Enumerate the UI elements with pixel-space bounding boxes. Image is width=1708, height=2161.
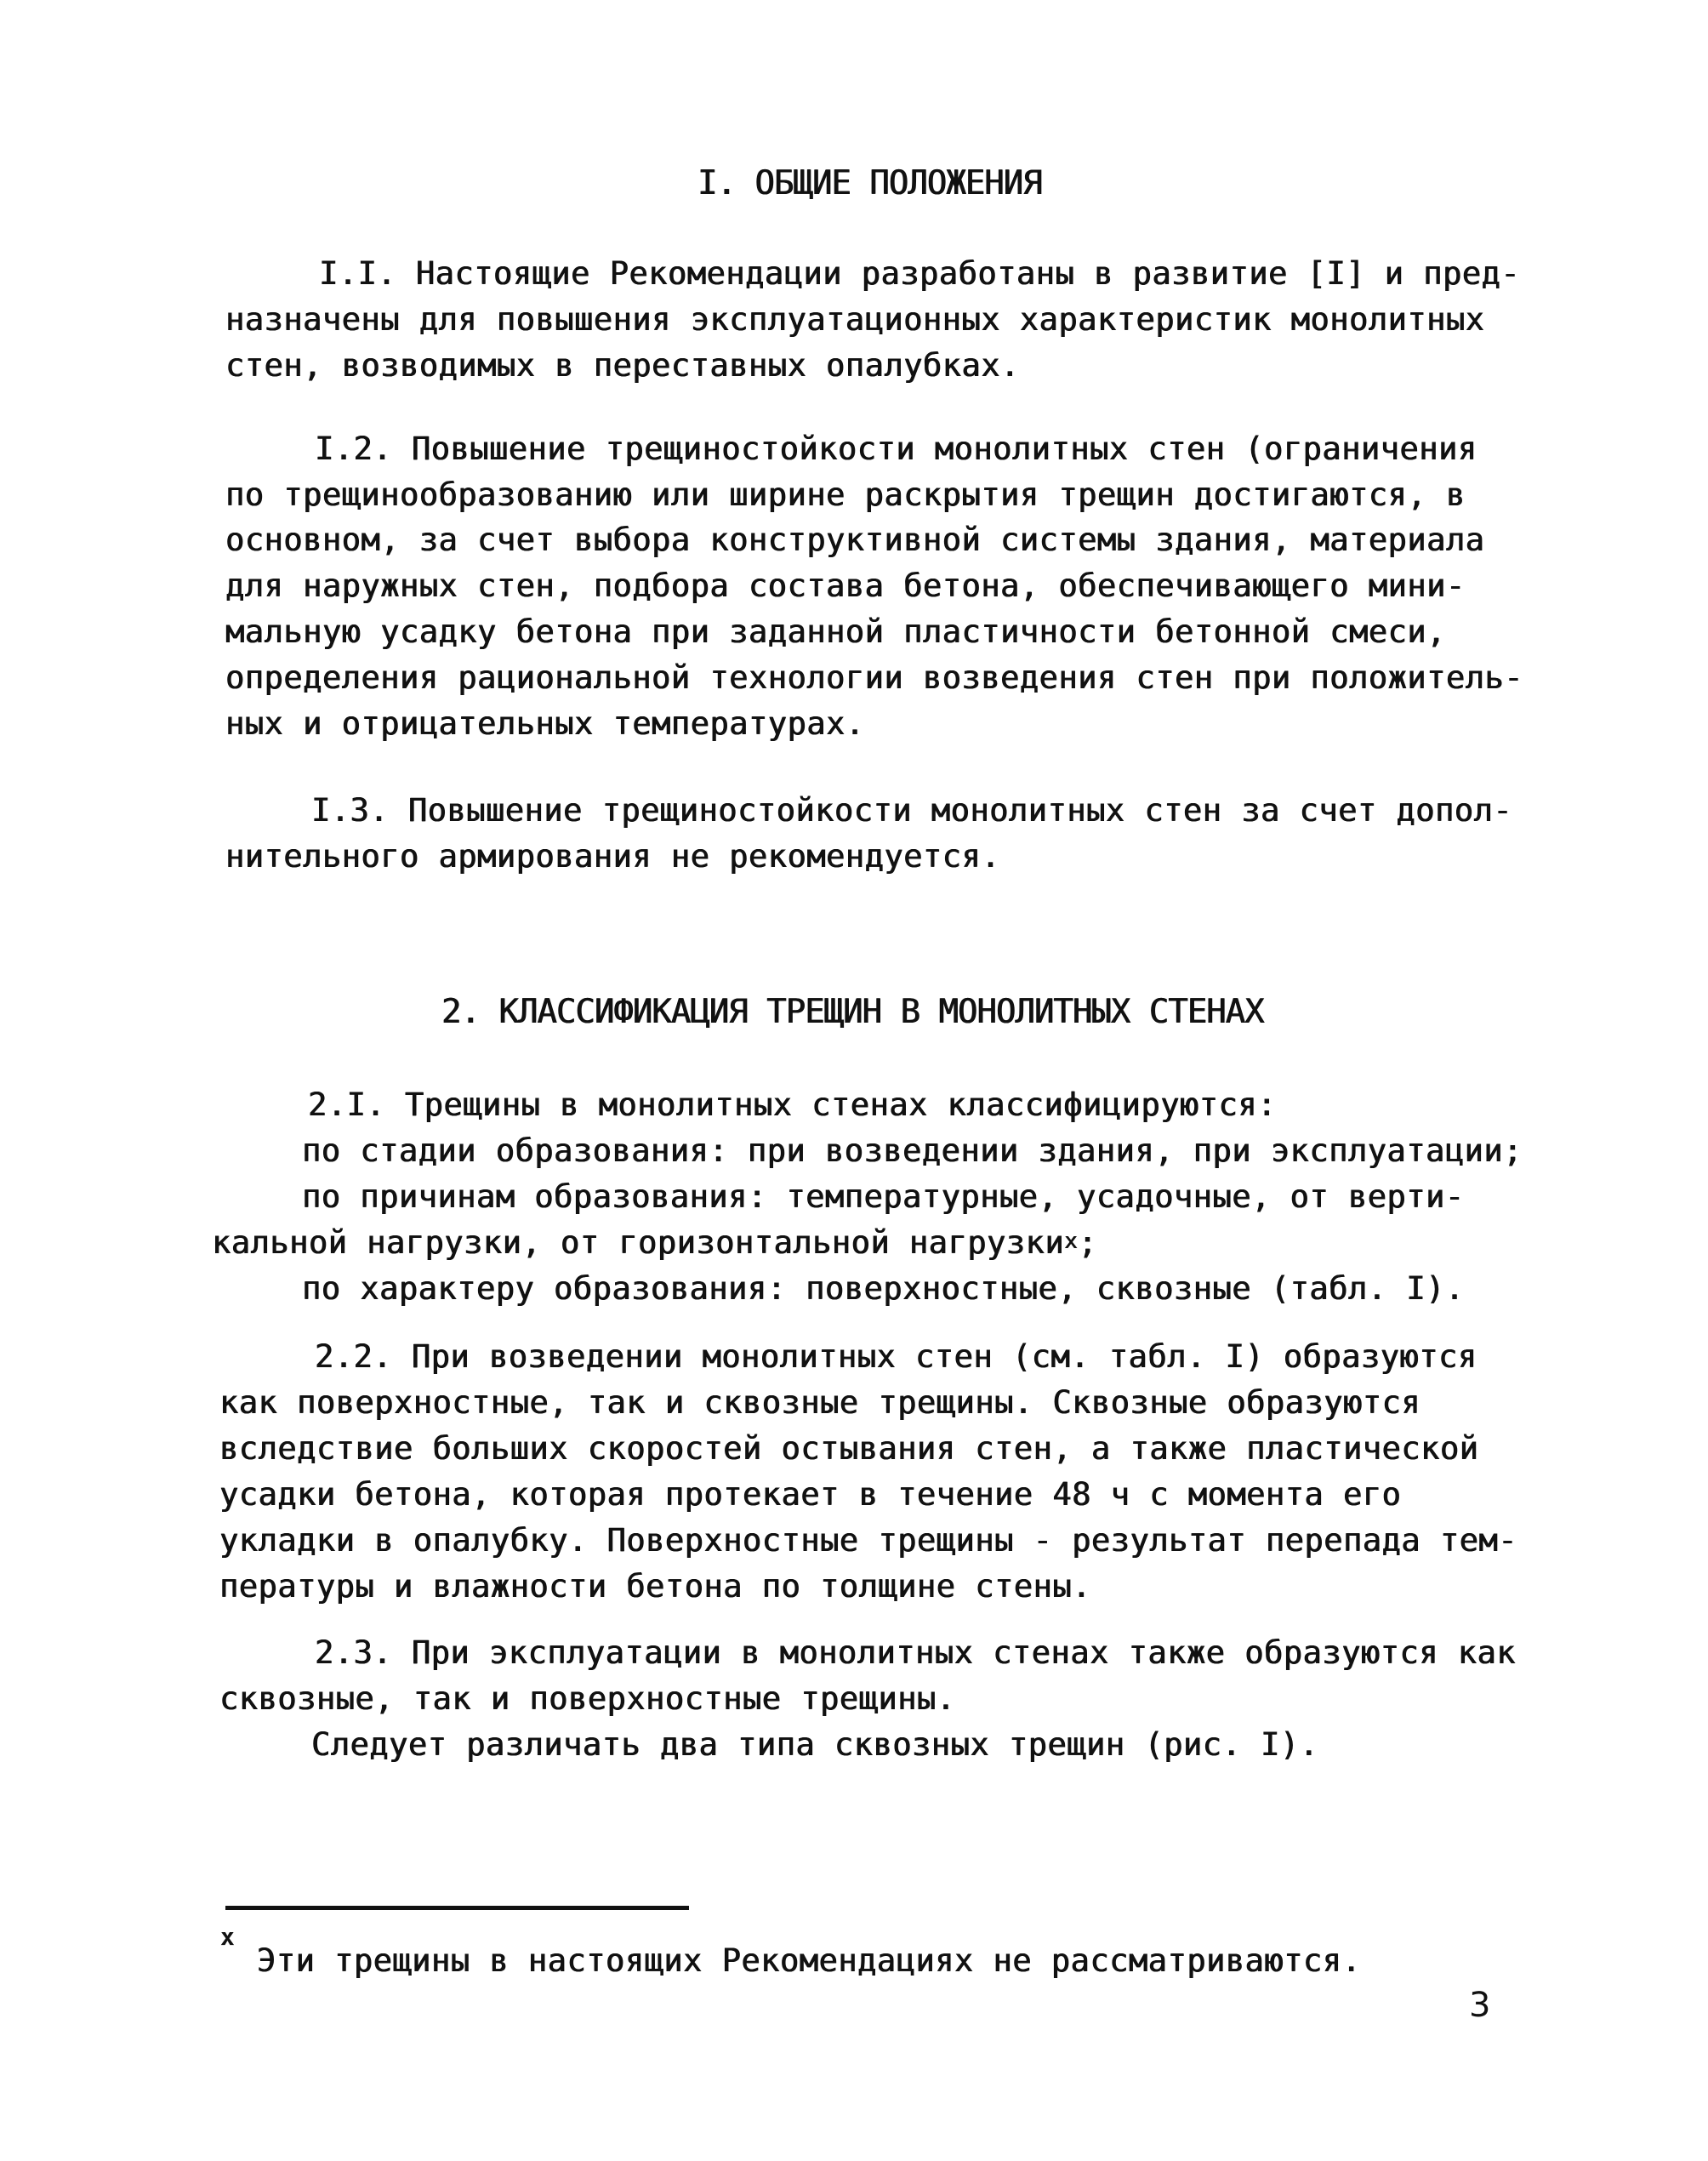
footnote-separator [225, 1906, 689, 1910]
footnote-text: Эти трещины в настоящих Рекомендациях не рассматриваются. [257, 1942, 1362, 1979]
paragraph-2-2-line-3: вследствие больших скоростей остывания стен, а также пластической [219, 1430, 1479, 1467]
paragraph-2-3-line-1: 2.3. При эксплуатации в монолитных стенах также образуются как [315, 1634, 1517, 1671]
paragraph-1-2-line-7: ных и отрицательных температурах. [225, 705, 865, 742]
paragraph-2-2-line-6: пературы и влажности бетона по толщине стены. [219, 1568, 1091, 1605]
paragraph-2-2-line-1: 2.2. При возведении монолитных стен (см. табл. I) образуются [315, 1338, 1477, 1375]
paragraph-1-2-line-1: I.2. Повышение трещиностойкости монолитных стен (ограничения [315, 430, 1477, 467]
paragraph-2-3-line-2: сквозные, так и поверхностные трещины. [219, 1680, 956, 1717]
paragraph-1-1-line-2: назначены для повышения эксплуатационных характеристик монолитных [225, 301, 1485, 338]
paragraph-1-2-line-6: определения рациональной технологии возведения стен при положитель- [225, 659, 1523, 696]
footnote-reference-mark: x [1064, 1229, 1079, 1254]
paragraph-2-1-line-5: по характеру образования: поверхностные, сквозные (табл. I). [302, 1270, 1465, 1307]
paragraph-2-2-line-2: как поверхностные, так и сквозные трещины. Сквозные образуются [219, 1384, 1421, 1421]
footnote-mark: x [220, 1923, 235, 1951]
paragraph-2-3-line-3: Следует различать два типа сквозных трещин (рис. I). [311, 1726, 1319, 1763]
paragraph-1-3-line-2: нительного армирования не рекомендуется. [225, 838, 1001, 875]
paragraph-1-1-line-3: стен, возводимых в переставных опалубках. [225, 347, 1020, 384]
section-1-heading: I. ОБЩИЕ ПОЛОЖЕНИЯ [697, 164, 1042, 202]
paragraph-2-1-line-1: 2.I. Трещины в монолитных стенах классифицируются: [308, 1086, 1277, 1123]
paragraph-1-3-line-1: I.3. Повышение трещиностойкости монолитных стен за счет допол- [311, 792, 1513, 829]
paragraph-2-1-line-4 [212, 1224, 1098, 1261]
paragraph-2-2-line-5: укладки в опалубку. Поверхностные трещины - результат перепада тем- [219, 1522, 1517, 1559]
paragraph-1-2-line-2: по трещинообразованию или ширине раскрытия трещин достигаются, в [225, 476, 1466, 513]
paragraph-2-2-line-4: усадки бетона, которая протекает в течение 48 ч с момента его [219, 1476, 1402, 1513]
paragraph-2-1-line-2: по стадии образования: при возведении здания, при эксплуатации; [302, 1132, 1523, 1169]
paragraph-2-1-line-4-tail: ; [1078, 1224, 1098, 1261]
paragraph-2-1-line-4-text: кальной нагрузки, от горизонтальной нагрузки [212, 1224, 1065, 1261]
page-number: 3 [1469, 1986, 1491, 2025]
paragraph-1-2-line-5: мальную усадку бетона при заданной пластичности бетонной смеси, [225, 613, 1446, 650]
section-2-heading: 2. КЛАССИФИКАЦИЯ ТРЕЩИН В МОНОЛИТНЫХ СТЕНАХ [441, 993, 1264, 1031]
paragraph-1-2-line-4: для наружных стен, подбора состава бетона, обеспечивающего мини- [225, 567, 1466, 604]
paragraph-2-1-line-3: по причинам образования: температурные, усадочные, от верти- [302, 1178, 1465, 1215]
paragraph-1-2-line-3: основном, за счет выбора конструктивной системы здания, материала [225, 522, 1485, 558]
paragraph-1-1-line-1: I.I. Настоящие Рекомендации разработаны в развитие [I] и пред- [319, 255, 1521, 292]
